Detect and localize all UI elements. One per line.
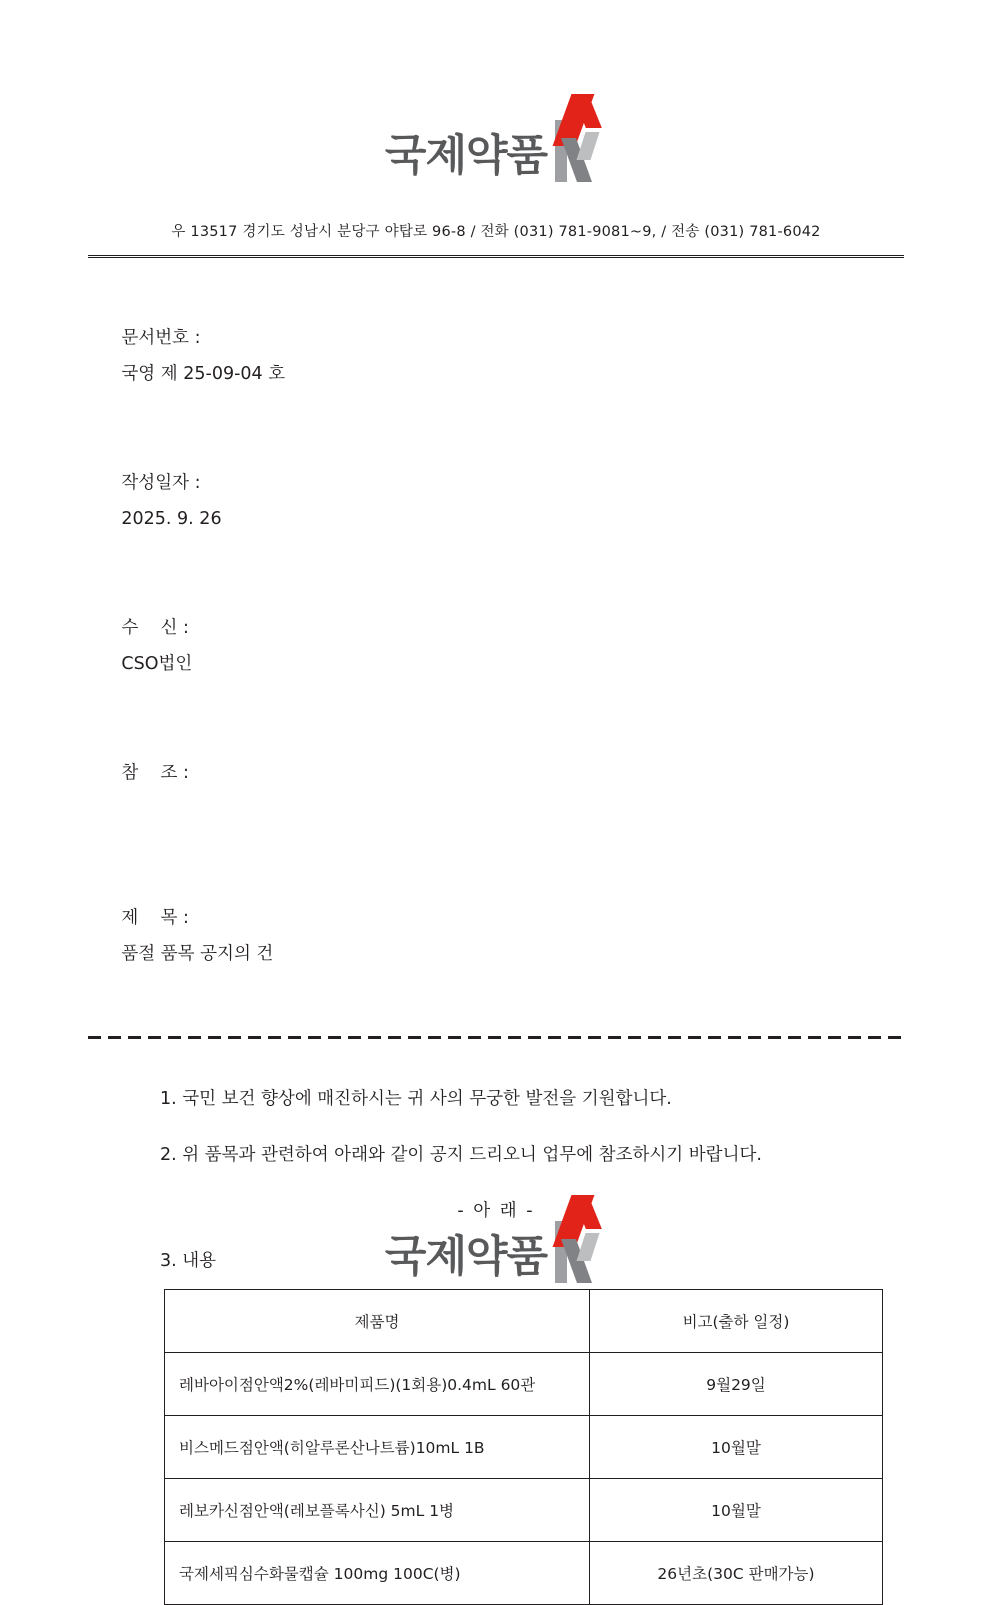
meta-value-subject: 품절 품목 공지의 건 [121,943,274,964]
meta-label-recipient: 수 신 : [121,617,189,638]
items-table [164,1289,883,1605]
meta-divider [88,1036,904,1039]
header-logo-block [88,0,904,182]
meta-value-document-number: 국영 제 25-09-04 호 [121,364,286,385]
k-logo-mark-icon [549,94,607,182]
meta-row-recipient [88,574,904,719]
table-cell-note: 10월말 [590,1479,883,1542]
meta-label-document-number: 문서번호 : [121,328,201,349]
body-clause-3: 3. 내용 [160,1251,217,1272]
body-clause-1: 1. 국민 보건 향상에 매진하시는 귀 사의 무궁한 발전을 기원합니다. [160,1089,672,1110]
meta-row-date [88,429,904,574]
table-cell-product-name: 레보카신점안액(레보플록사신) 5mL 1병 [165,1479,590,1542]
meta-row-reference [88,719,904,864]
table-row [165,1416,883,1479]
meta-label-subject: 제 목 : [121,907,189,928]
table-row [165,1479,883,1542]
table-cell-product-name: 레바아이점안액2%(레바미피드)(1회용)0.4mL 60관 [165,1353,590,1416]
meta-row-document-number [88,284,904,429]
k-logo-mark-icon-footer [549,1195,607,1283]
company-address: 우 13517 경기도 성남시 분당구 야탑로 96-8 / 전화 (031) 781-9081~9, / 전송 (031) 781-6042 [171,224,821,240]
footer-logo-block [0,1195,992,1283]
table-row [165,1353,883,1416]
table-cell-product-name: 국제세픽심수화물캡슐 100mg 100C(병) [165,1542,590,1605]
table-row [165,1542,883,1605]
table-header-product-name: 제품명 [165,1290,590,1353]
meta-label-date: 작성일자 : [121,473,201,494]
table-cell-product-name: 비스메드점안액(히알루론산나트륨)10mL 1B [165,1416,590,1479]
table-header-row [165,1290,883,1353]
table-cell-note: 10월말 [590,1416,883,1479]
body-clause-2: 2. 위 품목과 관련하여 아래와 같이 공지 드리오니 업무에 참조하시기 바랍니다. [160,1145,762,1166]
company-logo [385,94,607,182]
table-cell-note: 9월29일 [590,1353,883,1416]
company-logo-text: 국제약품 [384,131,548,181]
body-centered-note: - 아 래 - [457,1201,535,1222]
header-divider [88,255,904,258]
company-logo-text-footer: 국제약품 [384,1232,548,1282]
document-meta [88,284,904,1008]
company-logo-footer [385,1195,607,1283]
meta-value-recipient-text: CSO법인 [121,654,193,675]
meta-row-subject [88,864,904,1009]
meta-value-date: 2025. 9. 26 [121,509,222,530]
table-header-note: 비고(출하 일정) [590,1290,883,1353]
table-cell-note: 26년초(30C 판매가능) [590,1542,883,1605]
meta-label-reference: 참 조 : [121,762,189,783]
